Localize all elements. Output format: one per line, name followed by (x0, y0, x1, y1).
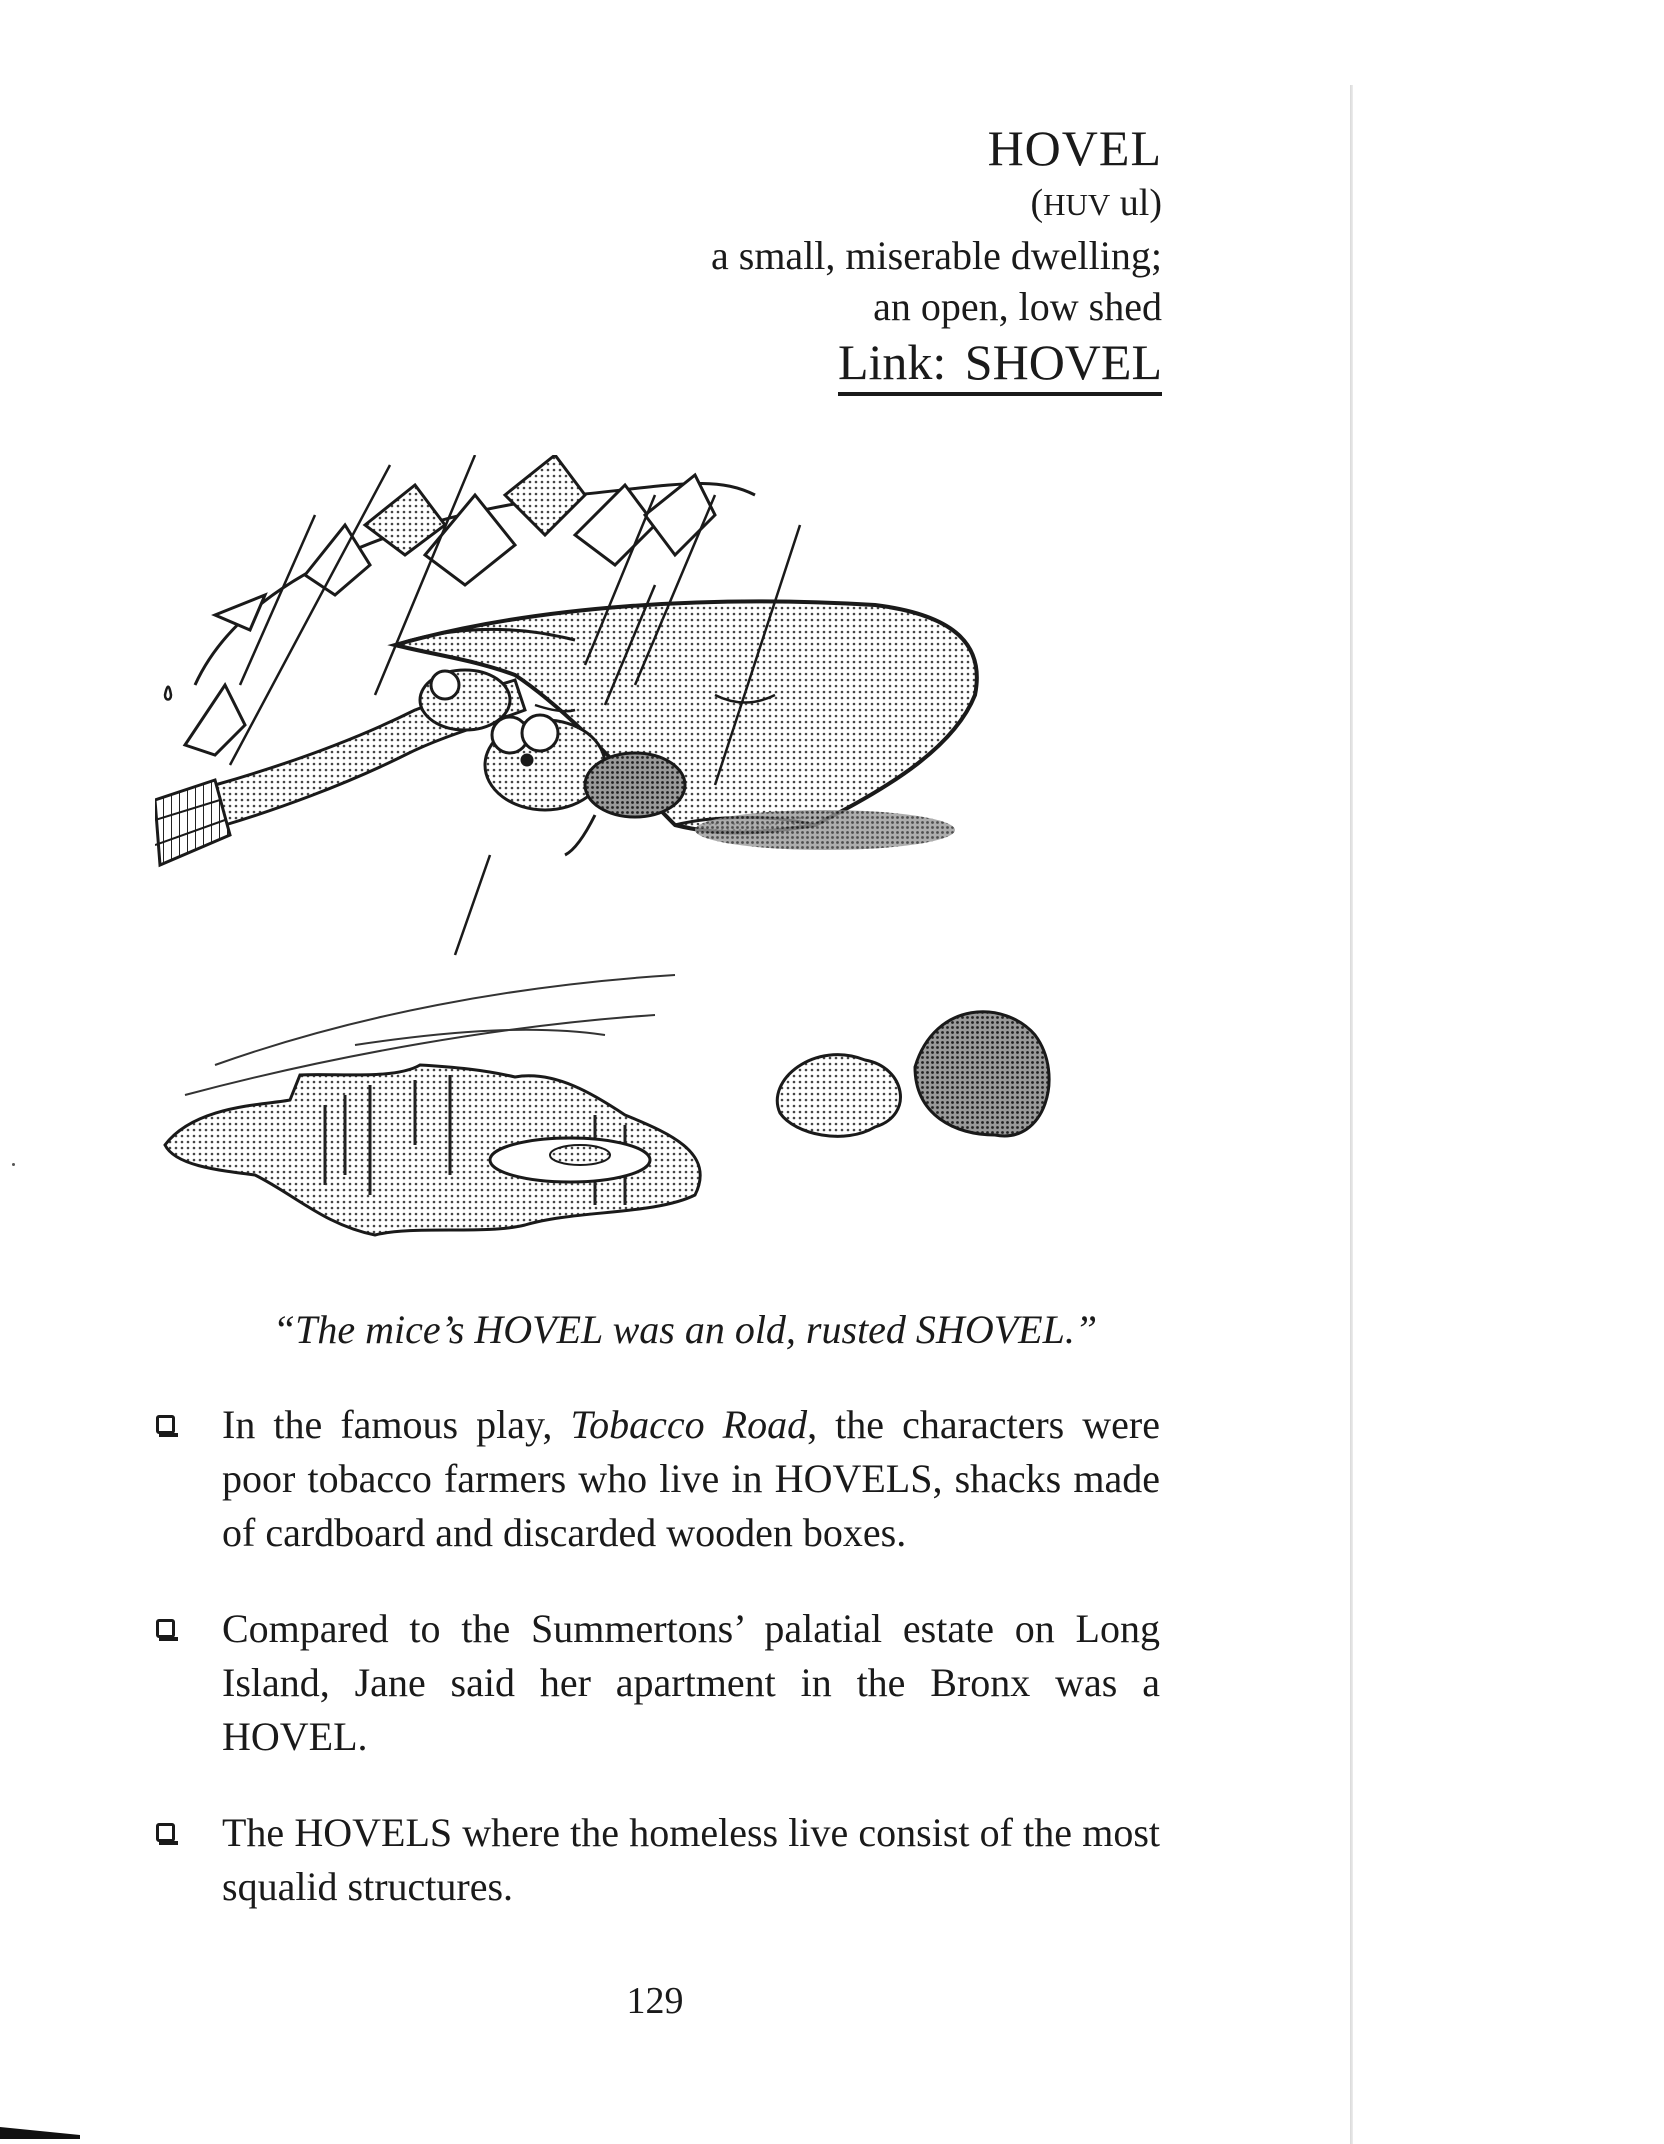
example-sentence (150, 1602, 1160, 1764)
play-title: Tobacco Road (570, 1402, 808, 1447)
sentence-text: The HOVELS where the homeless live consist of the most squalid structures. (222, 1810, 1160, 1909)
example-sentence (150, 1806, 1160, 1914)
example-sentences (150, 1398, 1160, 1956)
illustration-caption: “The mice’s HOVEL was an old, rusted SHOVEL.” (272, 1307, 1098, 1352)
sentence-text: , the characters were poor tobacco farmers who live in HOVELS, shacks made of cardboard and discarded wooden boxes. (222, 1402, 1161, 1555)
margin-mark (0, 2125, 80, 2139)
sentence-text: In the famous play, (222, 1402, 571, 1447)
rock-left (777, 1055, 900, 1137)
definition-line-2: an open, low shed (873, 284, 1162, 329)
pronunciation-rest: ul (1110, 182, 1150, 224)
checkbox-icon (156, 1823, 175, 1842)
entry-header (362, 118, 1162, 396)
pronunciation-stress: HUV (1043, 187, 1111, 222)
checkbox-icon (156, 1415, 175, 1434)
page-number: 129 (626, 1980, 684, 2022)
rock-right (915, 1012, 1049, 1136)
link-word: Link: SHOVEL (838, 334, 1162, 396)
checkbox-icon (156, 1619, 175, 1638)
example-sentence (150, 1398, 1160, 1560)
entry-word: HOVEL (987, 120, 1162, 176)
pronunciation: (HUV ul) (1030, 182, 1162, 224)
page-edge-shadow (1350, 85, 1353, 2144)
definition-line-1: a small, miserable dwelling; (711, 233, 1162, 278)
speck (12, 1163, 15, 1166)
sentence-text: Compared to the Summertons’ palatial estate on Long Island, Jane said her apartment in the Bronx was a HOVEL. (222, 1606, 1160, 1759)
illustration-mice-shovel (155, 455, 1145, 1275)
